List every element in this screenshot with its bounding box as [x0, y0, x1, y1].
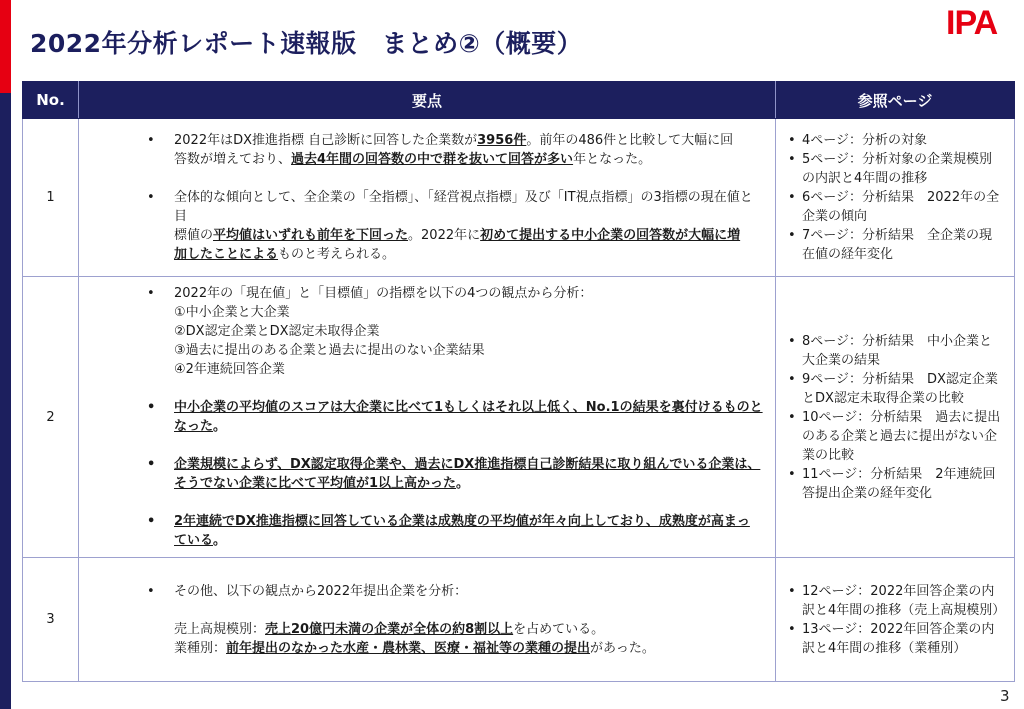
page-number: 3 — [1000, 687, 1010, 705]
ref-item: • 7ページ：分析結果 全企業の現在値の経年変化 — [788, 228, 993, 262]
refs-cell — [776, 119, 1015, 277]
bullet-point: • 2022年の「現在値」と「目標値」の指標を以下の4つの観点から分析： ①中小企業と大企業 ②DX認定企業とDX認定未取得企業 ③過去に提出のある企業と過去に提出のない企業結果 ④2年連続回答企業 — [147, 286, 593, 377]
table-row-3 — [23, 558, 1015, 682]
header-refs: 参照ページ — [776, 82, 1015, 119]
bullet-point: • その他、以下の観点から2022年提出企業を分析： 売上高規模別：売上20億円未満の企業が全体の約8割以上を占めている。 業種別：前年提出のなかった水産・農林業、医療・福祉等の業種の提出があった。 — [147, 583, 655, 656]
bullet-point: • 企業規模によらず、DX認定取得企業や、過去にDX推進指標自己診断結果に取り組んでいる企業は、 そうでない企業に比べて平均値が1以上高かった。 — [147, 457, 761, 491]
page-title: 2022年分析レポート速報版 まとめ②（概要） — [30, 29, 583, 58]
left-accent-bar — [0, 0, 11, 709]
bullet-point: • 2022年はDX推進指標 自己診断に回答した企業数が3956件。前年の486件と比較して大幅に回 答数が増えており、過去4年間の回答数の中で群を抜いて回答が多い年となった。 — [147, 133, 734, 167]
points-cell — [79, 119, 776, 277]
table-row-2 — [23, 277, 1015, 558]
header-no: No. — [23, 82, 79, 119]
ipa-logo: IPA — [946, 4, 998, 42]
table-row-1 — [23, 119, 1015, 277]
ref-item: • 9ページ：分析結果 DX認定企業とDX認定未取得企業の比較 — [788, 371, 998, 406]
points-cell — [79, 277, 776, 558]
ref-item: • 11ページ：分析結果 2年連続回答提出企業の経年変化 — [788, 466, 996, 501]
ref-item: • 5ページ：分析対象の企業規模別の内訳と4年間の推移 — [788, 152, 993, 186]
left-accent-red — [0, 0, 11, 93]
row-number: 3 — [23, 558, 79, 682]
ref-item: • 8ページ：分析結果 中小企業と大企業の結果 — [788, 333, 993, 368]
bullet-point: • 全体的な傾向として、全企業の「全指標」、「経営視点指標」及び「IT視点指標」の3指標の現在値と目 標値の平均値はいずれも前年を下回った。2022年に初めて提出する中小企業の回答数が大幅に増 加したことによるものと考えられる。 — [147, 190, 753, 262]
bullet-point: • 中小企業の平均値のスコアは大企業に比べて1もしくはそれ以上低く、No.1の結果を裏付けるものと なった。 — [147, 400, 763, 434]
ref-item: • 12ページ：2022年回答企業の内訳と4年間の推移（売上高規模別） — [788, 583, 1006, 618]
ref-item: • 4ページ：分析の対象 — [788, 133, 928, 148]
row-number: 2 — [23, 277, 79, 558]
bullet-dot: • — [147, 286, 155, 301]
points-cell — [79, 558, 776, 682]
bullet-dot: • — [147, 400, 156, 415]
refs-cell — [776, 558, 1015, 682]
summary-table — [22, 81, 1015, 682]
row-number: 1 — [23, 119, 79, 277]
bullet-dot: • — [147, 133, 155, 148]
bullet-dot: • — [147, 514, 156, 529]
ref-item: • 6ページ：分析結果 2022年の全企業の傾向 — [788, 190, 1000, 224]
bullet-dot: • — [147, 457, 156, 472]
ref-item: • 13ページ：2022年回答企業の内訳と4年間の推移（業種別） — [788, 621, 995, 656]
header-points: 要点 — [79, 82, 776, 119]
ref-item: • 10ページ：分析結果 過去に提出のある企業と過去に提出がない企業の比較 — [788, 409, 1001, 463]
bullet-point: • 2年連続でDX推進指標に回答している企業は成熟度の平均値が年々向上しており、成熟度が高まっ ている。 — [147, 514, 750, 548]
refs-cell — [776, 277, 1015, 558]
table-header-row — [23, 82, 1015, 119]
bullet-dot: • — [147, 190, 155, 205]
bullet-dot: • — [147, 583, 155, 599]
